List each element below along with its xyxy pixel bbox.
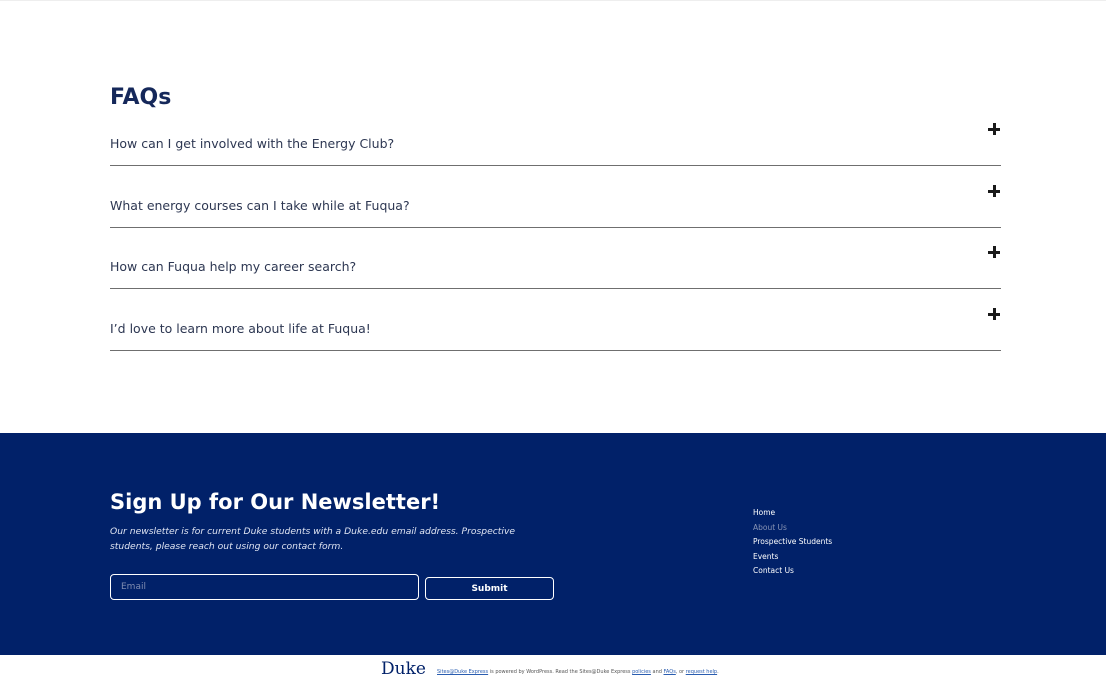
faq-title: FAQs	[110, 85, 172, 110]
footer-nav-events[interactable]: Events	[753, 551, 779, 561]
footer-nav	[753, 506, 832, 579]
footer-text-2: and	[650, 669, 664, 675]
plus-icon[interactable]	[988, 308, 1000, 320]
newsletter-title: Sign Up for Our Newsletter!	[110, 490, 441, 514]
faqs-link[interactable]: FAQs	[663, 669, 676, 675]
faq-question: How can I get involved with the Energy Club?	[110, 136, 395, 151]
plus-icon[interactable]	[988, 185, 1000, 197]
duke-logo[interactable]: Duke	[381, 659, 426, 679]
submit-button[interactable]: Submit	[425, 577, 554, 600]
footer-credits	[437, 669, 719, 675]
request-help-link[interactable]: request help	[685, 669, 718, 675]
footer-text-3: , or	[675, 669, 686, 675]
footer-nav-prospective-students[interactable]: Prospective Students	[753, 537, 833, 546]
faq-question: How can Fuqua help my career search?	[110, 259, 357, 274]
footer-text-4: .	[717, 669, 719, 675]
footer-nav-contact-us[interactable]: Contact Us	[753, 566, 794, 575]
bottom-bar	[0, 655, 1106, 684]
faq-question: I’d love to learn more about life at Fuqua!	[110, 321, 371, 336]
footer-text-1: is powered by WordPress. Read the Sites@Duke Express	[488, 669, 633, 675]
newsletter-section	[0, 433, 1106, 655]
plus-icon[interactable]	[988, 123, 1000, 135]
faq-item[interactable]	[110, 227, 1001, 289]
faq-item[interactable]	[110, 104, 1001, 166]
policies-link[interactable]: policies	[632, 669, 651, 675]
footer-nav-about-us[interactable]: About Us	[753, 522, 787, 532]
faq-item[interactable]	[110, 166, 1001, 228]
email-input[interactable]	[110, 574, 419, 600]
faq-item[interactable]	[110, 289, 1001, 351]
newsletter-description: Our newsletter is for current Duke students with a Duke.edu email address. Prospective students, please reach out using our contact form.	[110, 526, 516, 552]
sites-duke-express-link[interactable]: Sites@Duke Express	[437, 669, 489, 675]
footer-nav-home[interactable]: Home	[753, 508, 776, 517]
faq-question: What energy courses can I take while at Fuqua?	[110, 198, 410, 213]
plus-icon[interactable]	[988, 246, 1000, 258]
